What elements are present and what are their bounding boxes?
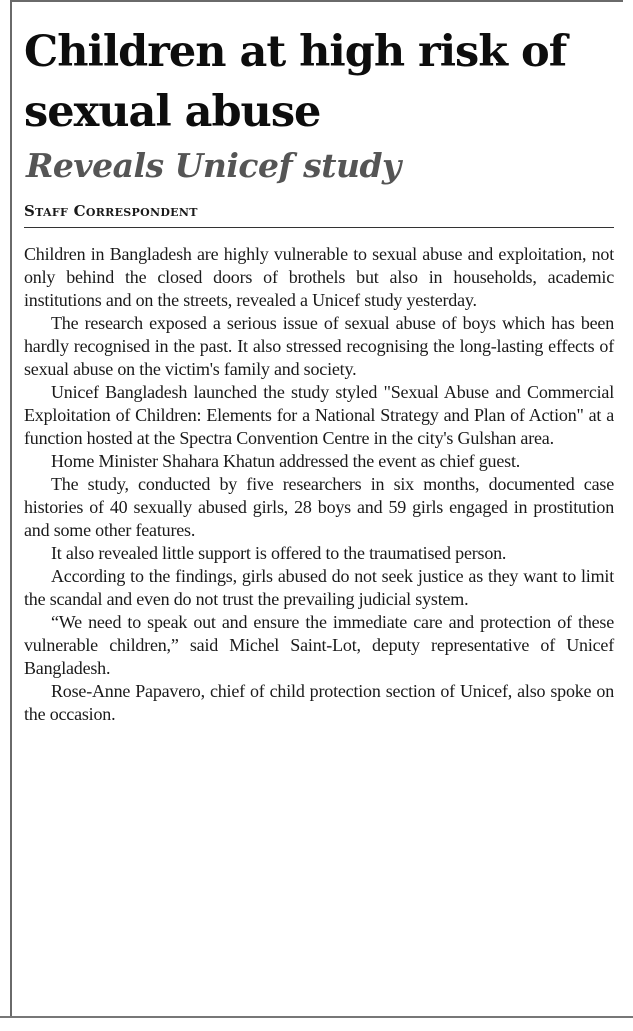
article-paragraph: It also revealed little support is offered to the traumatised person. (51, 543, 507, 563)
article-paragraph: Children in Bangladesh are highly vulnerable to sexual abuse and exploitation, not only behind the closed doors of brothels but also in households, academic institutions and on the streets, revealed a Unicef study yesterday. (24, 244, 614, 310)
top-border-rule (10, 0, 623, 2)
article-byline: Staff Correspondent (24, 202, 198, 220)
article-subhead: Reveals Unicef study (26, 146, 401, 185)
article-paragraph: Home Minister Shahara Khatun addressed the event as chief guest. (51, 451, 521, 471)
article-paragraph: The study, conducted by five researchers in six months, documented case histories of 40 sexually abused girls, 28 boys and 59 girls engaged in prostitution and some other features. (24, 474, 614, 540)
article-paragraph: “We need to speak out and ensure the immediate care and protection of these vulnerable children,” said Michel Saint-Lot, deputy representative of Unicef Bangladesh. (24, 612, 614, 678)
news-article (24, 22, 614, 726)
article-paragraph: Rose-Anne Papavero, chief of child protection section of Unicef, also spoke on the occasion. (24, 681, 614, 724)
article-paragraph: According to the findings, girls abused do not seek justice as they want to limit the scandal and even do not trust the prevailing judicial system. (24, 566, 614, 609)
byline-divider (24, 227, 614, 228)
article-headline: Children at high risk of sexual abuse (24, 27, 567, 137)
article-paragraph: Unicef Bangladesh launched the study styled "Sexual Abuse and Commercial Exploitation of Children: Elements for a National Strategy and Plan of Action" at a function hosted at the Spectra Convention Centre in the city's Gulshan area. (24, 382, 614, 448)
bottom-border-rule (0, 1016, 633, 1018)
column-border-rule (10, 0, 12, 1018)
article-paragraph: The research exposed a serious issue of sexual abuse of boys which has been hardly recognised in the past. It also stressed recognising the long-lasting effects of sexual abuse on the victim's family and society. (24, 313, 614, 379)
article-body (24, 243, 614, 726)
